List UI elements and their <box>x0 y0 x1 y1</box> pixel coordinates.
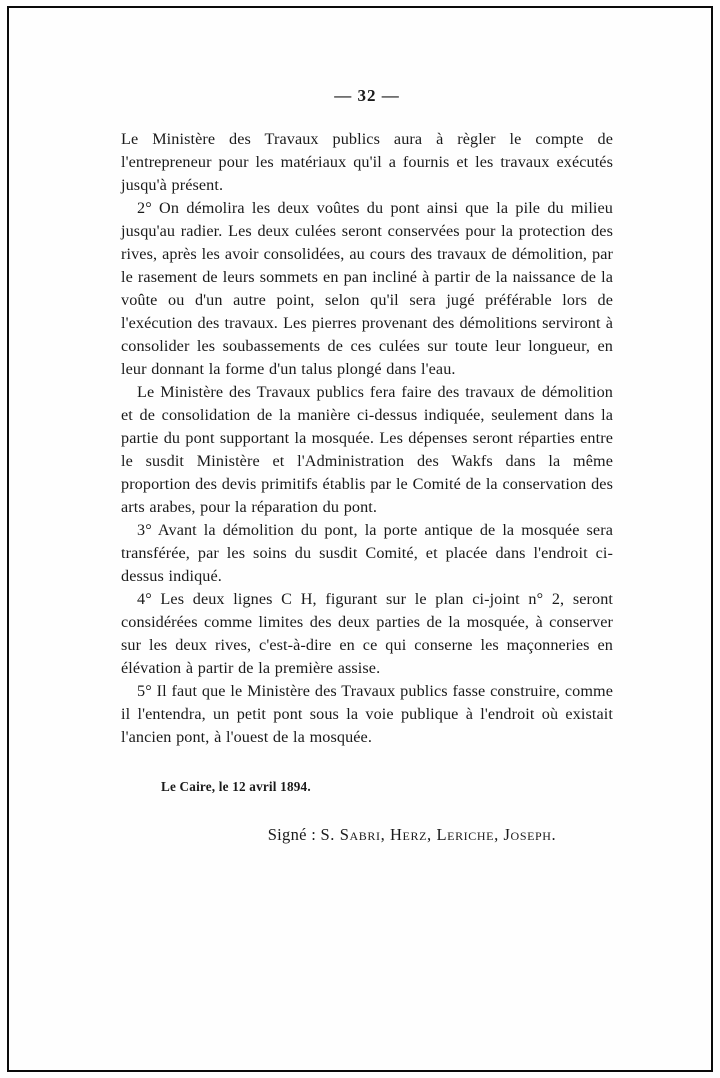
paragraph-item-2: 2° On démolira les deux voûtes du pont ainsi que la pile du milieu jusqu'au radier. Les deux culées seront conservées pour la protection des rives, après les avoir consolidées, au cours des travaux de démolition, par le rasement de leurs sommets en pan incliné à partir de la naissance de la voûte ou d'un autre point, selon qu'il sera jugé préférable lors de l'exécution des travaux. Les pierres provenant des démolitions serviront à consolider les soubassements de ces culées sur toute leur longueur, en leur donnant la forme d'un talus plongé dans l'eau. <box>121 199 613 378</box>
text-block <box>121 86 613 845</box>
dateline: Le Caire, le 12 avril 1894. <box>161 779 311 794</box>
signature-prefix: Signé : <box>267 825 321 844</box>
body-text <box>121 128 613 749</box>
paragraph-item-3: 3° Avant la démolition du pont, la porte antique de la mosquée sera transférée, par les soins du susdit Comité, et placée dans l'endroit ci-dessus indiqué. <box>121 521 613 585</box>
paragraph-continuation: Le Ministère des Travaux publics aura à règler le compte de l'entrepreneur pour les matériaux qu'il a fournis et les travaux exécutés jusqu'à présent. <box>121 130 613 194</box>
paragraph-ministere: Le Ministère des Travaux publics fera faire des travaux de démolition et de consolidation de la manière ci-dessus indiquée, seulement dans la partie du pont supportant la mosquée. Les dépenses seront réparties entre le susdit Ministère et l'Administration des Wakfs dans la même proportion des devis primitifs établis par le Comité de la conservation des arts arabes, pour la réparation du pont. <box>121 383 613 516</box>
page-number: — 32 — <box>334 86 400 105</box>
paragraph-item-4: 4° Les deux lignes C H, figurant sur le plan ci-joint n° 2, seront considérées comme limites des deux parties de la mosquée, à conserver sur les deux rives, c'est-à-dire en ce qui conserne les maçonneries en élévation à partir de la première assise. <box>121 590 613 677</box>
signature-names: S. Sabri, Herz, Leriche, Joseph. <box>320 825 557 844</box>
signature-line <box>121 825 613 845</box>
paragraph-item-5: 5° Il faut que le Ministère des Travaux publics fasse construire, comme il l'entendra, un petit pont sous la voie publique à l'endroit où existait l'ancien pont, à l'ouest de la mosquée. <box>121 682 613 746</box>
